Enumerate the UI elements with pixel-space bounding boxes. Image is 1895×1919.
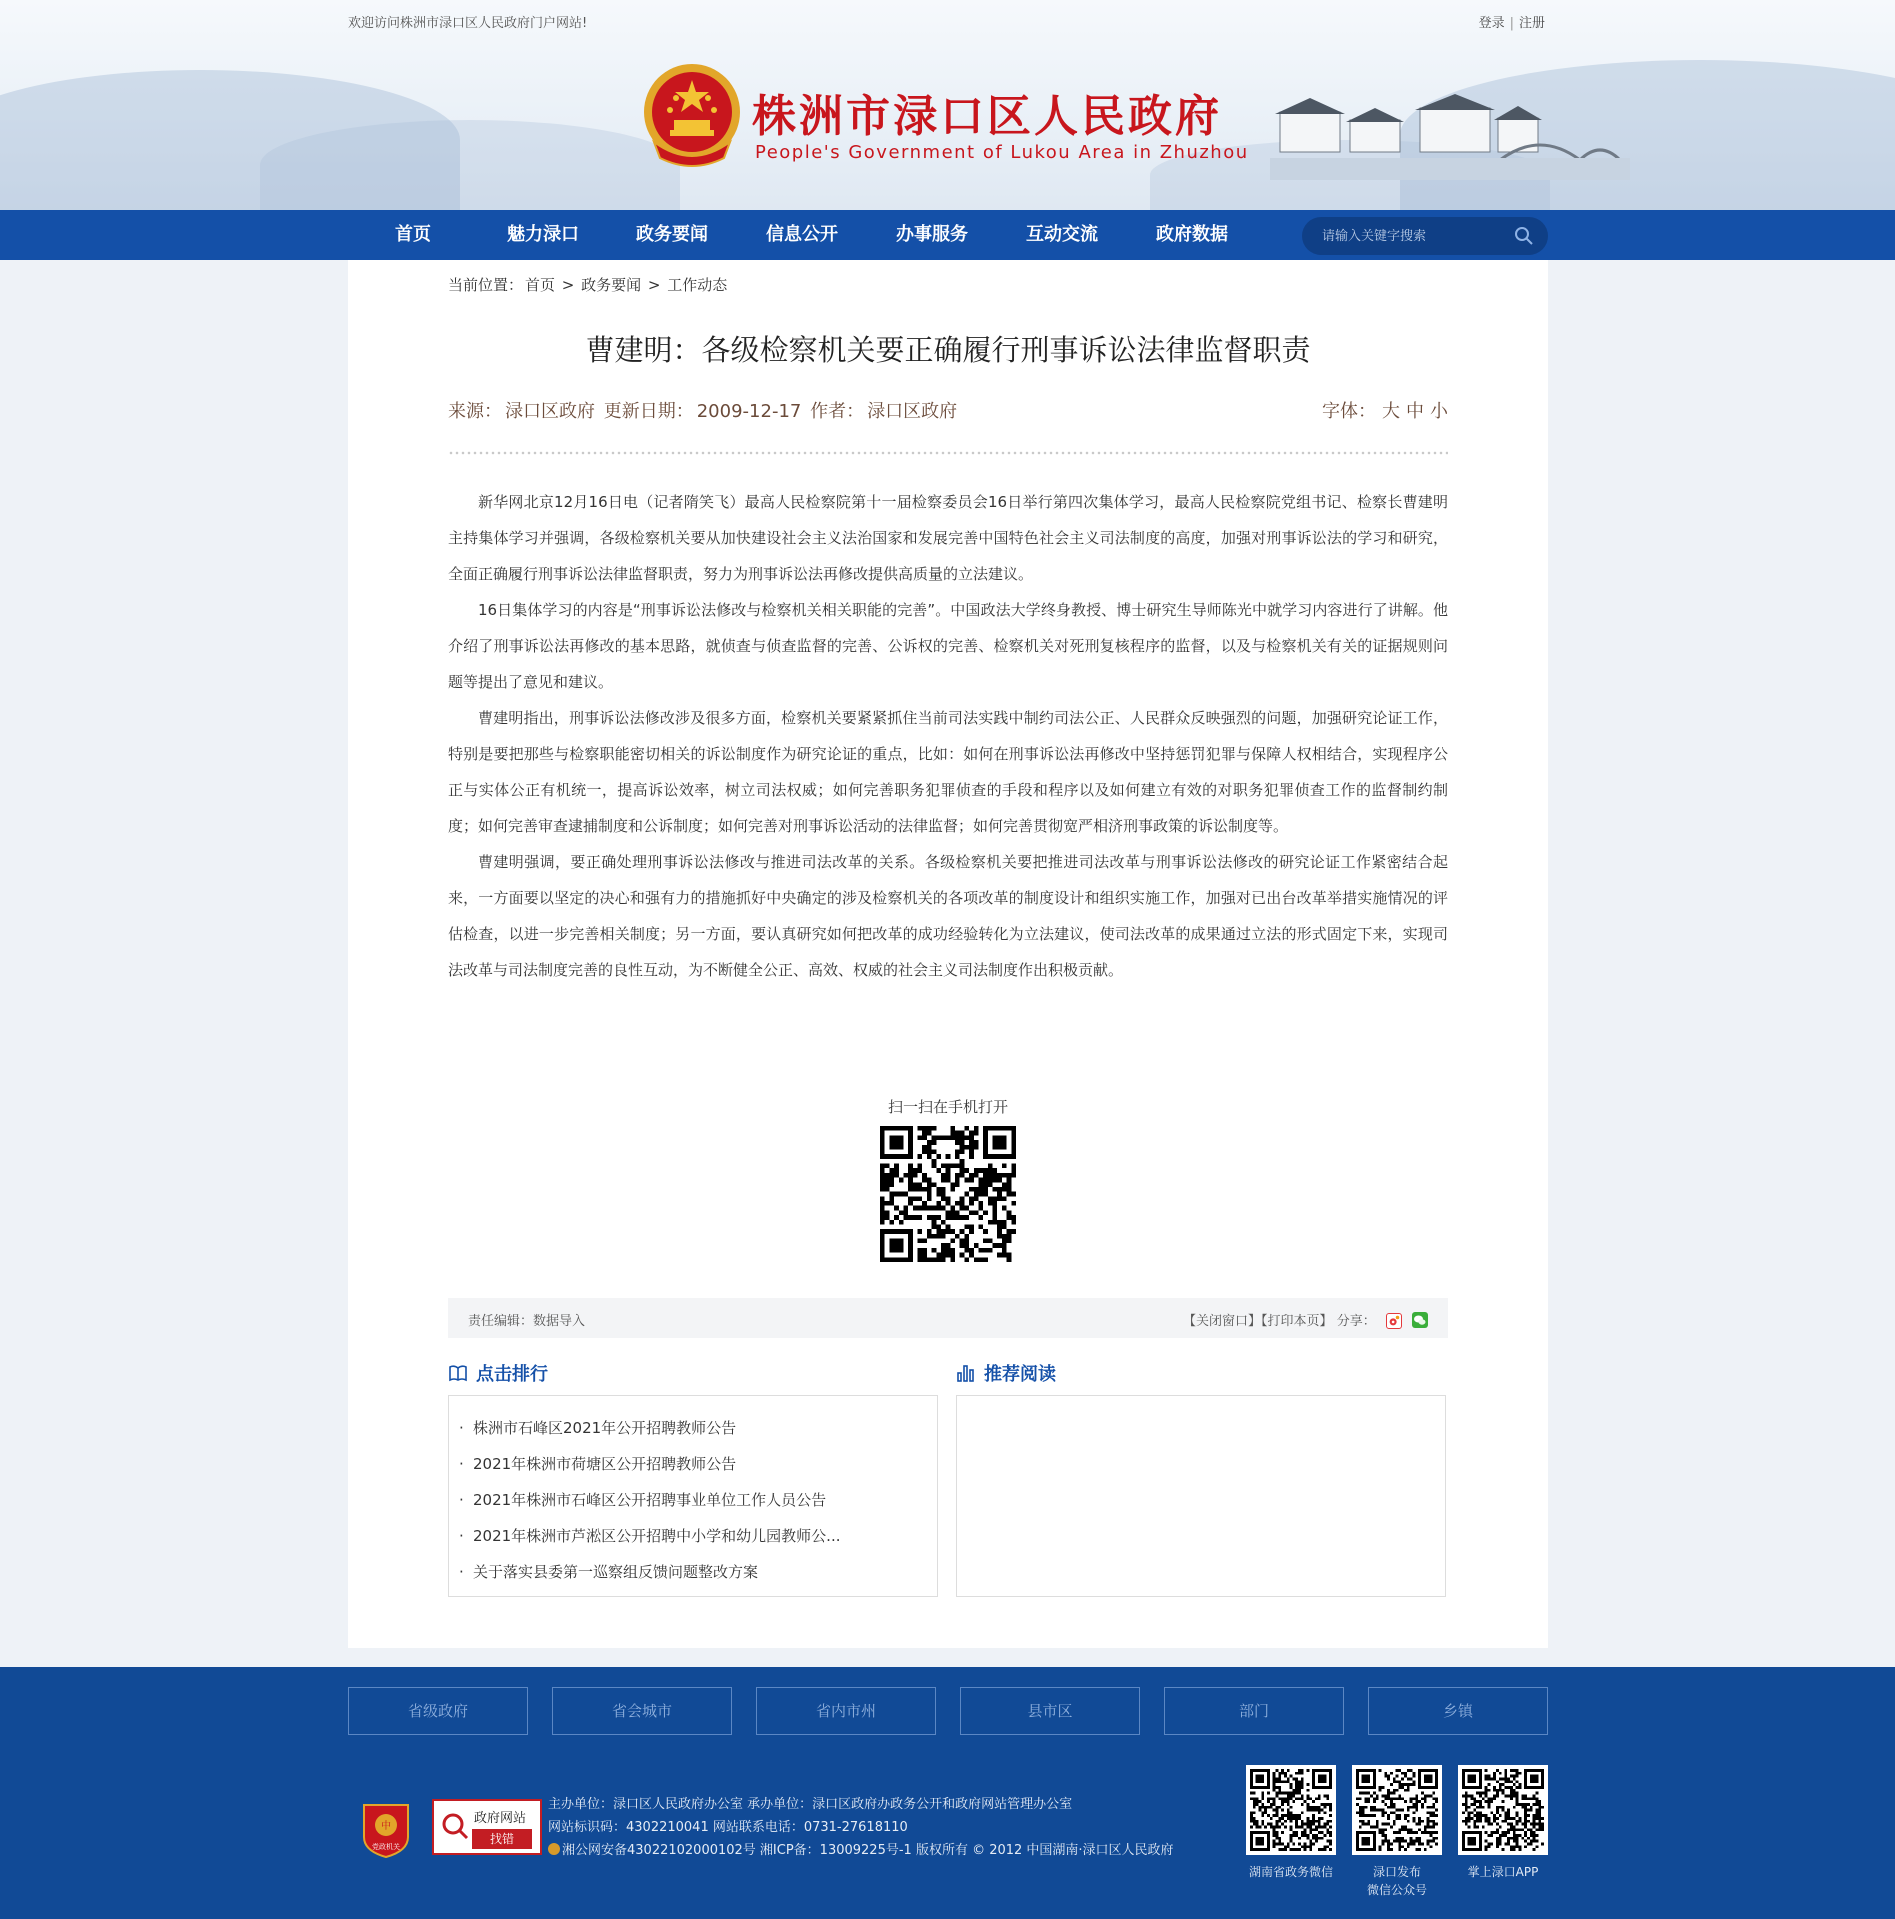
- footer-link-capitals[interactable]: 省会城市: [552, 1687, 732, 1735]
- share-label: 分享：: [1336, 1314, 1376, 1329]
- recommend-panel-title: [956, 1360, 1056, 1386]
- party-government-badge-icon[interactable]: [360, 1799, 412, 1859]
- date-label: 更新日期：: [603, 401, 694, 422]
- breadcrumb: [448, 274, 729, 295]
- national-emblem-icon: [640, 62, 744, 170]
- list-item-label: 2021年株洲市荷塘区公开招聘教师公告: [473, 1455, 737, 1473]
- register-link[interactable]: 注册: [1518, 16, 1545, 31]
- editor-label: 责任编辑：: [468, 1314, 534, 1329]
- rank-panel-title: [448, 1360, 548, 1386]
- nav-gov-data[interactable]: 政府数据: [1156, 224, 1228, 245]
- list-item[interactable]: · 关于落实县委第一巡察组反馈问题整改方案: [459, 1563, 759, 1581]
- badge2-bottom-text: 找错: [472, 1829, 532, 1849]
- close-window-button[interactable]: 【关闭窗口】: [1183, 1314, 1262, 1329]
- editor-info: [468, 1310, 585, 1329]
- search-box: [1302, 217, 1548, 255]
- wechat-share-icon[interactable]: [1412, 1312, 1428, 1328]
- footer-qr-wechat: [1246, 1765, 1336, 1855]
- list-item[interactable]: · 2021年株洲市石峰区公开招聘事业单位工作人员公告: [459, 1491, 827, 1509]
- list-item-label: 2021年株洲市芦淞区公开招聘中小学和幼儿园教师公...: [473, 1527, 841, 1545]
- font-size-switcher: [1322, 397, 1448, 423]
- article-meta: [448, 397, 960, 423]
- nav-interaction[interactable]: 互动交流: [1026, 224, 1098, 245]
- list-item-label: 株洲市石峰区2021年公开招聘教师公告: [473, 1419, 737, 1437]
- badge1-text: 党政机关: [372, 1843, 400, 1851]
- paragraph: 16日集体学习的内容是“刑事诉讼法修改与检察机关相关职能的完善”。中国政法大学终身教授、博士研究生导师陈光中就学习内容进行了讲解。他介绍了刑事诉讼法再修改的基本思路，就侦查与侦查监督的完善、公诉权的完善、检察机关对死刑复核程序的监督，以及与检察机关有关的证据规则问题等提出了意见和建议。: [448, 601, 1448, 691]
- search-icon[interactable]: [1514, 226, 1534, 246]
- footer-qr-lukou-release: [1352, 1765, 1442, 1855]
- footer-qr-label: 掌上渌口APP: [1467, 1865, 1539, 1879]
- breadcrumb-sep: >: [557, 276, 580, 294]
- main-nav: [0, 210, 1895, 260]
- paragraph: 新华网北京12月16日电（记者隋笑飞）最高人民检察院第十一届检察委员会16日举行第四次集体学习，最高人民检察院党组书记、检察长曹建明主持集体学习并强调，各级检察机关要从加快建设社会主义法治国家和发展完善中国特色社会主义司法制度的高度，加强对刑事诉讼法的学习和研究，全面正确履行刑事诉讼法律监督职责，努力为刑事诉讼法再修改提供高质量的立法建议。: [448, 493, 1448, 583]
- editor-value: 数据导入: [533, 1314, 586, 1329]
- nav-info-disclosure[interactable]: 信息公开: [766, 224, 838, 245]
- footer-link-counties[interactable]: 县市区: [960, 1687, 1140, 1735]
- breadcrumb-work-updates[interactable]: 工作动态: [667, 276, 728, 294]
- police-badge-icon: [548, 1843, 560, 1855]
- footer-qr-label: 渌口发布 微信公众号: [1366, 1865, 1427, 1897]
- print-page-button[interactable]: 【打印本页】: [1261, 1314, 1333, 1329]
- badge2-top-text: 政府网站: [474, 1811, 527, 1826]
- footer-qr-app: [1458, 1765, 1548, 1855]
- recommend-title-text: 推荐阅读: [984, 1364, 1056, 1385]
- source-label: 来源：: [448, 401, 502, 422]
- source-value: 渌口区政府: [505, 401, 595, 422]
- bar-chart-icon: [956, 1363, 976, 1383]
- paragraph: 曹建明强调，要正确处理刑事诉讼法修改与推进司法改革的关系。各级检察机关要把推进司法改革与刑事诉讼法修改的研究论证工作紧密结合起来，一方面要以坚定的决心和强有力的措施抓好中央确定的涉及检察机关的各项改革的制度设计和组织实施工作，加强对已出台改革举措实施情况的评估检查，以进一步完善相关制度；另一方面，要认真研究如何把改革的成功经验转化为立法建议，使司法改革的成果通过立法的形式固定下来，实现司法改革与司法制度完善的良性互动，为不断健全公正、高效、权威的社会主义司法制度作出积极贡献。: [448, 853, 1448, 979]
- rank-panel: [448, 1395, 938, 1597]
- list-item-label: 关于落实县委第一巡察组反馈问题整改方案: [473, 1563, 759, 1581]
- font-small-button[interactable]: 小: [1430, 401, 1448, 422]
- footer-info: [548, 1793, 1174, 1862]
- footer-link-towns[interactable]: 乡镇: [1368, 1687, 1548, 1735]
- site-subtitle: People's Government of Lukou Area in Zhuzhou: [755, 142, 1249, 163]
- article-title: 曹建明：各级检察机关要正确履行刑事诉讼法律监督职责: [585, 333, 1311, 367]
- footer-link-departments[interactable]: 部门: [1164, 1687, 1344, 1735]
- nav-charm-lukou[interactable]: 魅力渌口: [507, 224, 579, 245]
- nav-government-news[interactable]: 政务要闻: [636, 224, 708, 245]
- svg-text:中: 中: [381, 1821, 391, 1832]
- footer-line-organizer: 主办单位：渌口区人民政府办公室 承办单位：渌口区政府办政务公开和政府网站管理办公室: [548, 1797, 1073, 1812]
- search-input[interactable]: [1322, 217, 1512, 255]
- account-links: [1479, 12, 1545, 31]
- qr-code-icon: [1356, 1769, 1438, 1851]
- footer-link-cities[interactable]: 省内市州: [756, 1687, 936, 1735]
- recommend-panel: [956, 1395, 1446, 1597]
- nav-services[interactable]: 办事服务: [896, 224, 968, 245]
- footer-line-record: 湘公网安备43022102000102号 湘ICP备：13009225号-1 版权所有 © 2012 中国湖南·渌口区人民政府: [548, 1839, 1174, 1862]
- breadcrumb-prefix: 当前位置：: [448, 276, 524, 294]
- book-icon: [448, 1363, 468, 1383]
- list-item-label: 2021年株洲市石峰区公开招聘事业单位工作人员公告: [473, 1491, 827, 1509]
- list-item[interactable]: · 2021年株洲市荷塘区公开招聘教师公告: [459, 1455, 737, 1473]
- paragraph: 曹建明指出，刑事诉讼法修改涉及很多方面，检察机关要紧紧抓住当前司法实践中制约司法公正、人民群众反映强烈的问题，加强研究论证工作，特别是要把那些与检察职能密切相关的诉讼制度作为研究论证的重点，比如：如何在刑事诉讼法再修改中坚持惩罚犯罪与保障人权相结合，实现程序公正与实体公正有机统一，提高诉讼效率，树立司法权威；如何完善职务犯罪侦查的手段和程序以及如何建立有效的对职务犯罪侦查工作的监督制约制度；如何完善审查逮捕制度和公诉制度；如何完善对刑事诉讼活动的法律监督；如何完善贯彻宽严相济刑事政策的诉讼制度等。: [448, 709, 1448, 835]
- footer-link-province[interactable]: 省级政府: [348, 1687, 528, 1735]
- site-header: [0, 0, 1895, 210]
- rank-title-text: 点击排行: [476, 1364, 548, 1385]
- login-link[interactable]: 登录: [1478, 16, 1505, 31]
- breadcrumb-news[interactable]: 政务要闻: [581, 276, 642, 294]
- author-value: 渌口区政府: [867, 401, 958, 422]
- welcome-text: 欢迎访问株洲市渌口区人民政府门户网站!: [348, 16, 588, 31]
- qr-label: 扫一扫在手机打开: [887, 1098, 1008, 1116]
- qr-code-icon: [1250, 1769, 1332, 1851]
- article-body: [448, 484, 1448, 988]
- nav-home[interactable]: 首页: [395, 224, 431, 245]
- site-title: 株洲市渌口区人民政府: [752, 91, 1222, 142]
- list-item[interactable]: · 株洲市石峰区2021年公开招聘教师公告: [459, 1419, 737, 1437]
- main-content: [348, 260, 1548, 1648]
- breadcrumb-home[interactable]: 首页: [525, 276, 556, 294]
- site-footer: [0, 1667, 1895, 1919]
- date-value: 2009-12-17: [696, 401, 802, 422]
- mountain-decoration: [260, 120, 680, 210]
- qr-code-icon: [880, 1126, 1016, 1262]
- qr-code-icon: [1462, 1769, 1544, 1851]
- breadcrumb-sep: >: [643, 276, 666, 294]
- font-label: 字体：: [1322, 401, 1376, 422]
- article-actions: [1183, 1310, 1428, 1329]
- author-label: 作者：: [810, 401, 865, 422]
- divider: [448, 450, 1448, 456]
- separator: |: [1509, 16, 1514, 31]
- list-item[interactable]: · 2021年株洲市芦淞区公开招聘中小学和幼儿园教师公...: [459, 1527, 841, 1545]
- weibo-share-icon[interactable]: [1386, 1313, 1402, 1329]
- font-large-button[interactable]: 大: [1382, 401, 1400, 422]
- magnifier-icon: [440, 1811, 470, 1841]
- font-medium-button[interactable]: 中: [1406, 401, 1424, 422]
- footer-qr-label: 湖南省政务微信: [1248, 1865, 1333, 1879]
- gov-site-error-report-badge[interactable]: [432, 1799, 542, 1855]
- village-illustration: [1270, 90, 1630, 180]
- footer-line-site-code: 网站标识码：4302210041 网站联系电话：0731-27618110: [548, 1820, 908, 1835]
- editor-bar: [448, 1298, 1448, 1338]
